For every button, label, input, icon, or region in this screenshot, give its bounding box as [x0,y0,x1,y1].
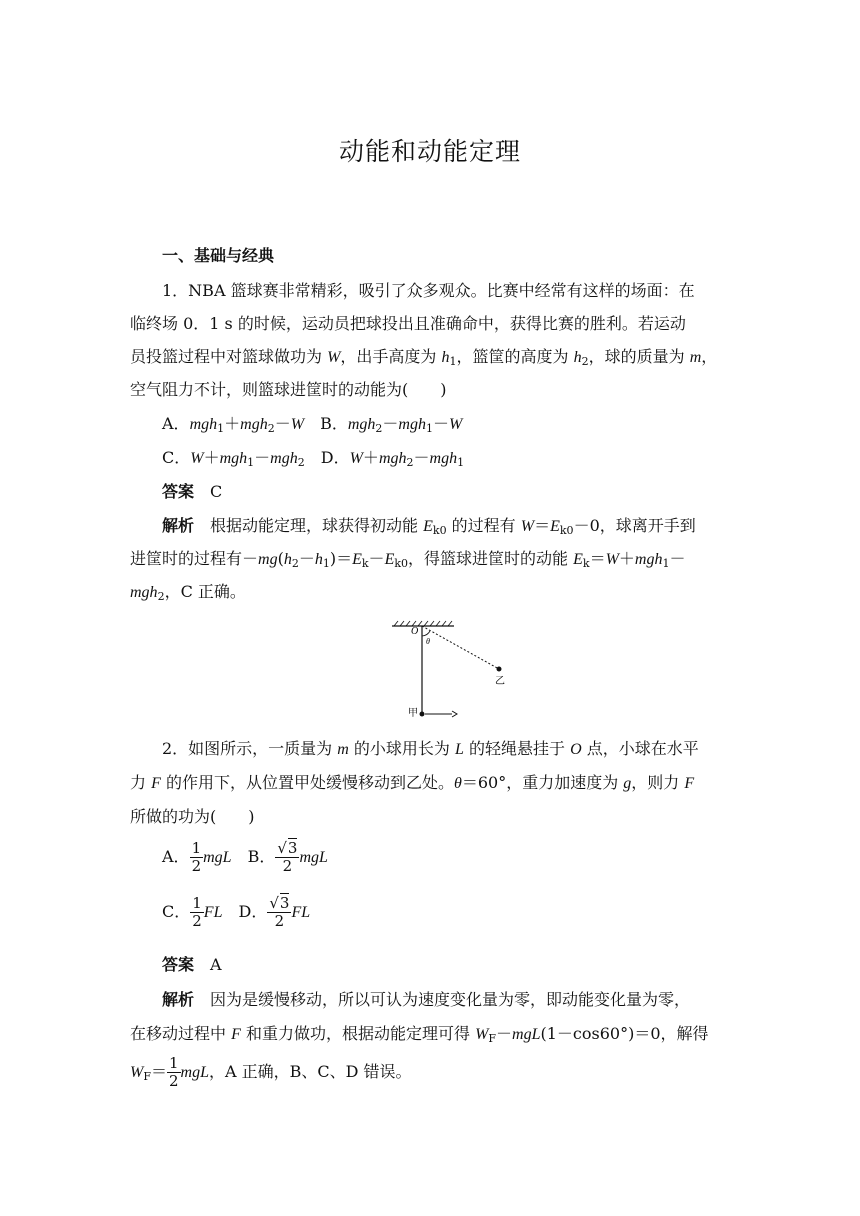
force-arrow-head [452,711,457,717]
ceiling-hatching [394,621,452,626]
q1-line-3: 员投篮过程中对篮球做功为 W，出手高度为 $h_1$，篮筐的高度为 $h_2$，球的质量为 m， [130,347,718,368]
q1-answer: 答案 C [162,482,223,501]
q2-line-3: 所做的功为( ) [130,807,255,826]
q1-line-1: 1．NBA 篮球赛非常精彩，吸引了众多观众。比赛中经常有这样的场面：在 [162,281,695,300]
q1-analysis-line-3: mgh$_2$，C 正确。 [130,582,246,603]
page-title: 动能和动能定理 [338,137,521,166]
ball-jia [420,712,425,717]
q1-line-4: 空气阻力不计，则篮球进筐时的动能为( ) [130,380,447,399]
q2-options-ab: A． $\frac{1}{2}$ mgL B． $\frac{√3}{2}$ mgL [162,839,328,875]
label-o: O [411,626,419,637]
q2-analysis-line-3: $W_F=$ $\frac{1}{2}$ mgL，A 正确，B、C、D 错误。 [130,1054,412,1090]
label-theta: θ [426,637,430,646]
q1-options-cd: C．W＋mgh$_1$－mgh$_2$ D．W＋mgh$_2$－mgh$_1$ [162,448,465,469]
q2-options-cd: C． $\frac{1}{2}$ FL D． $\frac{√3}{2}$ FL [162,894,311,930]
q2-line-1: 2．如图所示，一质量为 m 的小球用长为 L 的轻绳悬挂于 O 点，小球在水平 [162,739,699,758]
q2-analysis-line-1: 解析 因为是缓慢移动，所以可认为速度变化量为零，即动能变化量为零， [162,990,691,1009]
q1-options-ab: A．mgh$_1$＋mgh$_2$－W B．mgh$_2$－mgh$_1$－W [162,414,463,435]
q1-analysis-line-1: 解析 根据动能定理，球获得初动能 $E_{k0}$ 的过程有 $W=E_{k0}-0$，球离开手到 [162,516,696,537]
rope-dashed [422,626,499,669]
q1-analysis-line-2: 进筐时的过程有$-mg(h_2-h_1)=E_k-E_{k0}$，得篮球进筐时的动能 $E_k=W+mgh_1-$ [130,549,686,570]
section-heading: 一、基础与经典 [162,246,275,265]
ball-yi [497,667,502,672]
label-jia: 甲 [408,708,418,719]
theta-arc [422,631,430,636]
q1-line-2: 临终场 0．1 s 的时候，运动员把球投出且准确命中，获得比赛的胜利。若运动 [130,314,686,333]
q2-analysis-line-2: 在移动过程中 F 和重力做功，根据动能定理可得 $W_F-mgL(1-\cos 60^\circ)=0$，解得 [130,1024,709,1045]
pendulum-figure [380,618,520,722]
q2-line-2: 力 F 的作用下，从位置甲处缓慢移动到乙处。θ＝60°，重力加速度为 g，则力 F [130,773,695,792]
q2-answer: 答案 A [162,955,222,974]
label-yi: 乙 [495,676,505,687]
